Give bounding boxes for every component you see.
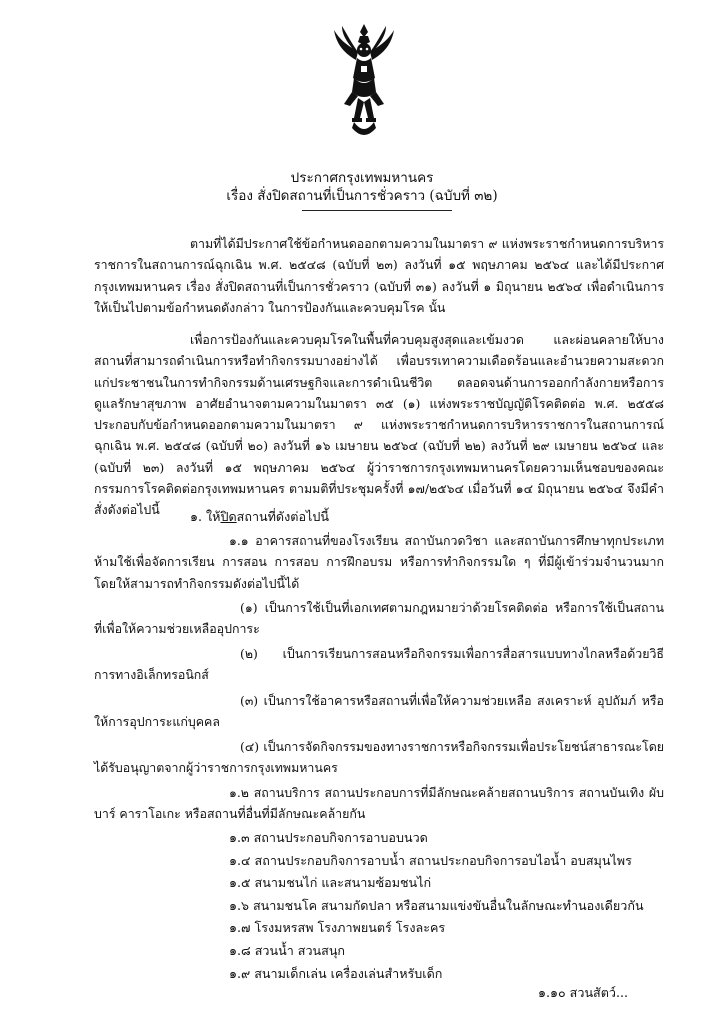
- sub-item-4: (๔) เป็นการจัดกิจกรรมของทางราชการหรือกิจกรรมเพื่อประโยชน์สาธารณะโดยได้รับอนุญาตจากผู้ว่าราชการกรุงเทพมหานคร: [94, 739, 664, 776]
- item-1-4: ๑.๔ สถานประกอบกิจการอาบน้ำ สถานประกอบกิจการอบไอน้ำ อบสมุนไพร: [229, 852, 632, 868]
- item-1-8: ๑.๘ สวนน้ำ สวนสนุก: [229, 943, 346, 958]
- order-clause: [190, 507, 329, 527]
- item-1-5: ๑.๕ สนามชนไก่ และสนามซ้อมชนไก่: [229, 875, 432, 891]
- order-suffix: สถานที่ดังต่อไปนี้: [236, 509, 329, 524]
- item-1-7: ๑.๗ โรงมหรสพ โรงภาพยนตร์ โรงละคร: [229, 920, 446, 936]
- sub-item-2: (๒) เป็นการเรียนการสอนหรือกิจกรรมเพื่อการสื่อสารแบบทางไกลหรือด้วยวิธีการทางอิเล็กทรอนิกส์: [94, 646, 664, 683]
- title-divider: [302, 210, 452, 211]
- preamble-paragraph: ตามที่ได้มีประกาศใช้ข้อกำหนดออกตามความในมาตรา ๙ แห่งพระราชกำหนดการบริหารราชการในสถานการณ์ฉุกเฉิน พ.ศ. ๒๕๔๘ (ฉบับที่ ๒๓) ลงวันที่ ๑๕ พฤษภาคม ๒๕๖๔ และได้มีประกาศกรุงเทพมหานคร เรื่อง สั่งปิดสถานที่เป็นการชั่วคราว (ฉบับที่ ๓๑) ลงวันที่ ๑ มิถุนายน ๒๕๖๔ เพื่อดำเนินการให้เป็นไปตามข้อกำหนดดังกล่าว ในการป้องกันและควบคุมโรค นั้น: [94, 236, 664, 315]
- purpose-paragraph: เพื่อการป้องกันและควบคุมโรคในพื้นที่ควบคุมสูงสุดและเข้มงวด และผ่อนคลายให้บางสถานที่สามารถดำเนินการหรือทำกิจกรรมบางอย่างได้ เพื่อบรรเทาความเดือดร้อนและอำนวยความสะดวกแก่ประชาชนในการทำกิจกรรมด้านเศรษฐกิจและการดำเนินชีวิต ตลอดจนด้านการออกกำลังกายหรือการดูแลรักษาสุขภาพ อาศัยอำนาจตามความในมาตรา ๓๕ (๑) แห่งพระราชบัญญัติโรคติดต่อ พ.ศ. ๒๕๕๘ ประกอบกับข้อกำหนดออกตามความในมาตรา ๙ แห่งพระราชกำหนดการบริหารราชการในสถานการณ์ฉุกเฉิน พ.ศ. ๒๕๔๘ (ฉบับที่ ๒๐) ลงวันที่ ๑๖ เมษายน ๒๕๖๔ (ฉบับที่ ๒๒) ลงวันที่ ๒๙ เมษายน ๒๕๖๔ และ (ฉบับที่ ๒๓) ลงวันที่ ๑๕ พฤษภาคม ๒๕๖๔ ผู้ว่าราชการกรุงเทพมหานครโดยความเห็นชอบของคณะกรรมการโรคติดต่อกรุงเทพมหานคร ตามมติที่ประชุมครั้งที่ ๑๗/๒๕๖๔ เมื่อวันที่ ๑๔ มิถุนายน ๒๕๖๔ จึงมีคำสั่งดังต่อไปนี้: [94, 332, 664, 518]
- item-1-6: ๑.๖ สนามชนโค สนามกัดปลา หรือสนามแข่งขันอื่นในลักษณะทำนองเดียวกัน: [229, 897, 644, 913]
- document-subject: เรื่อง สั่งปิดสถานที่เป็นการชั่วคราว (ฉบับที่ ๓๒): [226, 188, 498, 204]
- item-1-1: ๑.๑ อาคารสถานที่ของโรงเรียน สถาบันกวดวิชา และสถาบันการศึกษาทุกประเภท ห้ามใช้เพื่อจัดการเรียน การสอน การสอบ การฝึกอบรม หรือการทำกิจกรรมใด ๆ ที่มีผู้เข้าร่วมจำนวนมาก โดยให้สามารถทำกิจกรรมดังต่อไปนี้ได้: [94, 533, 664, 591]
- item-1-2: ๑.๒ สถานบริการ สถานประกอบการที่มีลักษณะคล้ายสถานบริการ สถานบันเทิง ผับ บาร์ คาราโอเกะ หรือสถานที่อื่นที่มีลักษณะคล้ายกัน: [94, 785, 664, 822]
- garuda-emblem-icon: [332, 22, 396, 140]
- item-1-9: ๑.๙ สนามเด็กเล่น เครื่องเล่นสำหรับเด็ก: [229, 965, 443, 981]
- document-title: ประกาศกรุงเทพมหานคร: [290, 170, 434, 186]
- continuation-marker: ๑.๑๐ สวนสัตว์...: [538, 985, 628, 1000]
- sub-item-1: (๑) เป็นการใช้เป็นที่เอกเทศตามกฎหมายว่าด้วยโรคติดต่อ หรือการใช้เป็นสถานที่เพื่อให้ความช่วยเหลืออุปการะ: [94, 600, 664, 637]
- order-prefix: ๑. ให้: [190, 509, 221, 524]
- sub-item-3: (๓) เป็นการใช้อาคารหรือสถานที่เพื่อให้ความช่วยเหลือ สงเคราะห์ อุปถัมภ์ หรือให้การอุปการะแก่บุคคล: [94, 693, 664, 730]
- order-underlined: ปิด: [220, 509, 237, 524]
- item-1-3: ๑.๓ สถานประกอบกิจการอาบอบนวด: [229, 830, 428, 845]
